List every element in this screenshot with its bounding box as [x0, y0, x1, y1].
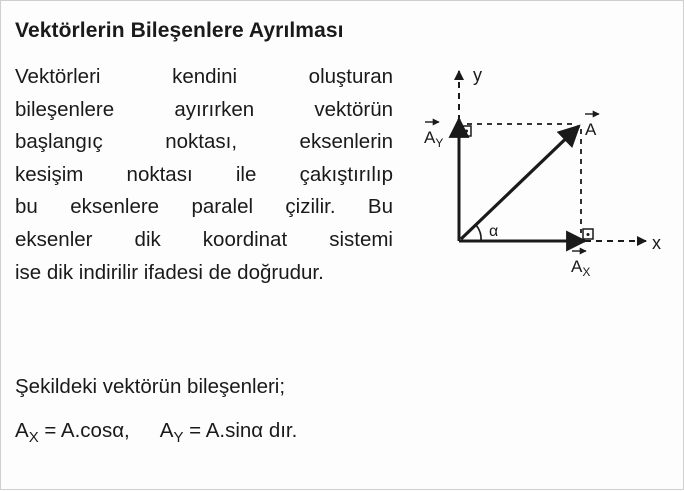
ay-symbol: A [159, 419, 174, 442]
paragraph-line: Vektörleri kendini oluşturan [15, 65, 393, 88]
ax-label-sub: X [582, 265, 591, 279]
paragraph-line: ise dik indirilir ifadesi de doğrudur. [15, 260, 324, 284]
ay-label [424, 128, 443, 150]
angle-label: α [489, 223, 499, 240]
ax-symbol: A [15, 419, 29, 442]
ax-label [571, 257, 590, 279]
ay-label-sub: Y [435, 136, 444, 150]
angle-arc [476, 225, 481, 241]
right-angle-dot-x [587, 233, 590, 236]
ay-label-base: A [424, 128, 436, 147]
vector-components-diagram [1, 1, 684, 491]
right-angle-dot-y [465, 130, 468, 133]
ax-label-base: A [571, 257, 583, 276]
ay-subscript: Y [173, 429, 184, 446]
paragraph-line: kesişim noktası ile çakıştırılıp [15, 162, 393, 186]
vector-a-label: A [585, 120, 597, 139]
paragraph-line: bu eksenlere paralel çizilir. Bu [15, 195, 393, 219]
components-intro: Şekildeki vektörün bileşenleri; [15, 375, 286, 398]
paragraph-line: bileşenlere ayırırken vektörün [15, 97, 393, 121]
y-axis-label: y [473, 65, 482, 85]
x-axis-label: x [652, 233, 661, 253]
ax-subscript: X [28, 429, 39, 446]
vector-a [461, 126, 579, 239]
paragraph-line: başlangıç noktası, eksenlerin [15, 130, 393, 154]
ay-expression: = A.sinα dır. [183, 419, 298, 442]
paragraph-line: eksenler dik koordinat sistemi [15, 227, 393, 251]
ax-expression: = A.cosα, [38, 419, 130, 442]
section-title: Vektörlerin Bileşenlere Ayrılması [15, 19, 344, 42]
